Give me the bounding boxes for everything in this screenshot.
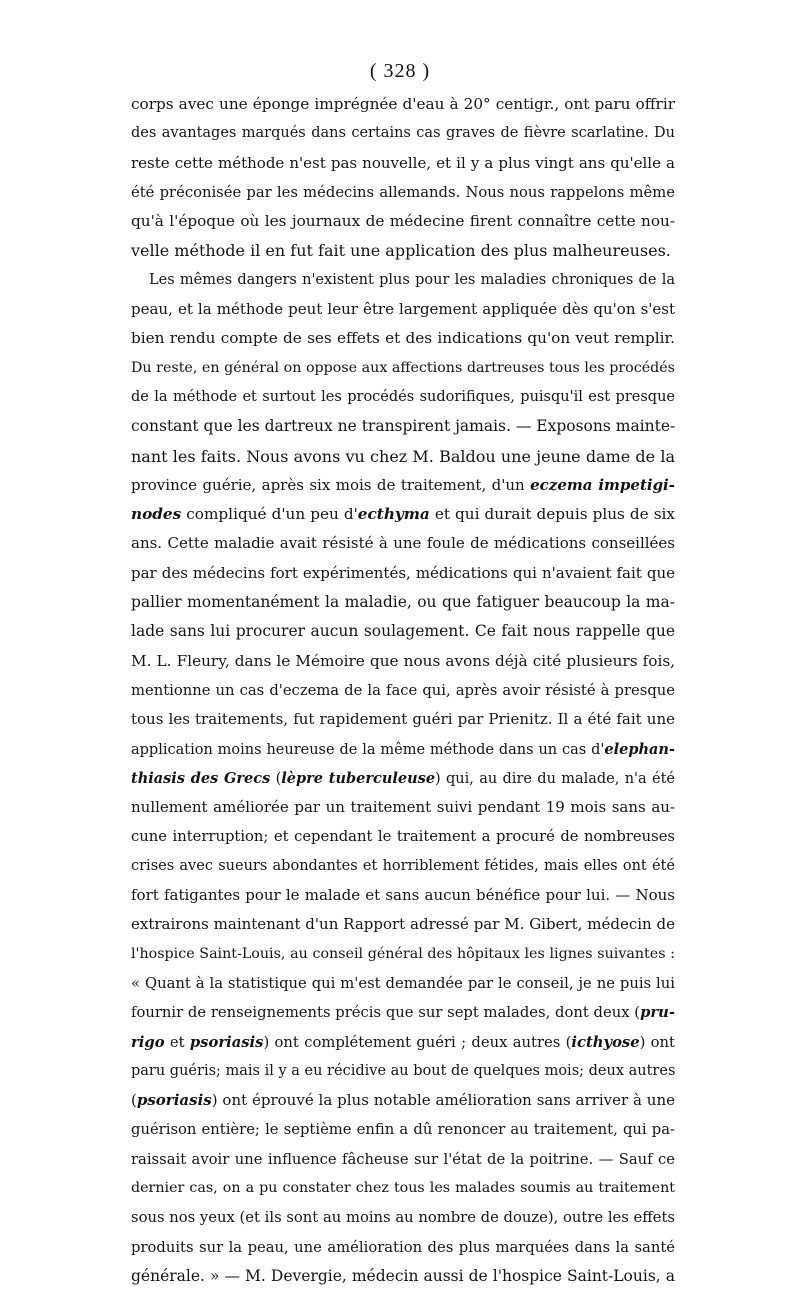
text-line [131, 207, 675, 236]
text-line [131, 471, 675, 500]
text-run: fort fatigantes pour le malade et sans aucun bénéfice pour lui. — Nous [131, 886, 675, 905]
italic-term: rigo [131, 1033, 165, 1051]
text-line [131, 324, 675, 353]
text-run: lade sans lui procurer aucun soulagement. Ce fait nous rappelle que [131, 622, 675, 641]
italic-term: eczema impetigi- [530, 475, 675, 494]
text-run: bien rendu compte de ses effets et des indications qu'on veut remplir. [131, 329, 675, 348]
text-run: nant les faits. Nous avons vu chez M. Baldou une jeune dame de la [131, 446, 675, 466]
text-line [131, 236, 675, 265]
text-line [131, 119, 675, 148]
italic-term: pru- [640, 1004, 675, 1022]
text-line [131, 1145, 675, 1174]
text-line [131, 1057, 675, 1086]
text-line [131, 383, 675, 412]
text-run: ) qui, au dire du malade, n'a été [435, 770, 675, 787]
text-line [131, 647, 675, 676]
text-run: tous les traitements, fut rapidement guéri par Prienitz. Il a été fait une [131, 710, 675, 729]
text-line [131, 793, 675, 822]
text-line [131, 910, 675, 939]
text-line [131, 500, 675, 529]
italic-term: thiasis des Grecs [131, 769, 271, 787]
text-line [131, 178, 675, 207]
italic-term: psoriasis [189, 1033, 264, 1051]
italic-term: nodes [131, 505, 182, 524]
text-run: ( [270, 770, 282, 787]
text-line [131, 149, 675, 178]
text-run: produits sur la peau, une amélioration des plus marquées dans la santé [131, 1238, 675, 1256]
text-line [131, 617, 675, 646]
text-line [131, 354, 675, 383]
text-run: paru guéris; mais il y a eu récidive au bout de quelques mois; deux autres [131, 1062, 675, 1079]
text-line [131, 1233, 675, 1262]
text-line [131, 969, 675, 998]
body-text [131, 90, 675, 1291]
text-line [131, 1262, 675, 1291]
text-run: des avantages marqués dans certains cas graves de fièvre scarlatine. Du [131, 125, 675, 142]
text-run: générale. » — M. Devergie, médecin aussi de l'hospice Saint-Louis, a [131, 1266, 675, 1285]
text-run: été préconisée par les médecins allemands. Nous nous rappelons même [131, 183, 675, 201]
italic-term: ecthyma [357, 505, 430, 524]
text-run: dernier cas, on a pu constater chez tous les malades soumis au traitement [131, 1179, 675, 1196]
text-line [131, 940, 675, 969]
text-line [131, 1028, 675, 1057]
text-run: et [164, 1033, 190, 1051]
text-run: extrairons maintenant d'un Rapport adressé par M. Gibert, médecin de [131, 915, 675, 934]
text-run: qu'à l'époque où les journaux de médecine firent connaître cette nou- [131, 212, 675, 231]
text-run: velle méthode il en fut fait une application des plus malheureuses. [131, 241, 671, 261]
text-line [131, 588, 675, 617]
italic-term: icthyose [571, 1033, 640, 1051]
text-run: sous nos yeux (et ils sont au moins au nombre de douze), outre les effets [131, 1209, 675, 1227]
text-line [131, 266, 675, 295]
text-line [131, 735, 675, 764]
text-line [131, 1115, 675, 1144]
text-run: fournir de renseignements précis que sur sept malades, dont deux ( [131, 1004, 641, 1022]
text-run: ans. Cette maladie avait résisté à une foule de médications conseillées [131, 534, 675, 553]
text-run: mentionne un cas d'eczema de la face qui, après avoir résisté à presque [131, 681, 675, 699]
text-line [131, 764, 675, 793]
text-line [131, 998, 675, 1027]
text-line [131, 676, 675, 705]
text-run: raissait avoir une influence fâcheuse sur l'état de la poitrine. — Sauf ce [131, 1150, 675, 1168]
text-run: « Quant à la statistique qui m'est demandée par le conseil, je ne puis lui [131, 974, 675, 992]
text-line [131, 412, 675, 441]
text-line [131, 881, 675, 910]
text-run: et qui durait depuis plus de six [429, 505, 675, 524]
text-run: ) ont éprouvé la plus notable amélioration sans arriver à une [211, 1091, 675, 1110]
text-line [131, 1174, 675, 1203]
text-line [131, 822, 675, 851]
text-run: reste cette méthode n'est pas nouvelle, et il y a plus vingt ans qu'elle a [131, 153, 675, 172]
italic-term: elephan- [604, 740, 675, 758]
text-line [131, 705, 675, 734]
text-line [131, 295, 675, 324]
text-run: ) ont [639, 1033, 675, 1051]
text-line [131, 1086, 675, 1115]
text-run: par des médecins fort expérimentés, médications qui n'avaient fait que [131, 563, 675, 582]
text-run: Du reste, en général on oppose aux affections dartreuses tous les procédés [131, 359, 675, 376]
text-run: de la méthode et surtout les procédés sudorifiques, puisqu'il est presque [131, 388, 675, 405]
text-run: province guérie, après six mois de traitement, d'un [131, 475, 531, 494]
text-run: nullement améliorée par un traitement suivi pendant 19 mois sans au- [131, 798, 675, 817]
italic-term: lèpre tuberculeuse [281, 769, 436, 787]
text-line [131, 529, 675, 558]
italic-term: psoriasis [136, 1091, 212, 1110]
page-number: ( 328 ) [369, 60, 431, 82]
text-run: crises avec sueurs abondantes et horriblement fétides, mais elles ont été [131, 857, 675, 874]
text-run: guérison entière; le septième enfin a dû renoncer au traitement, qui pa- [131, 1121, 675, 1139]
text-run: l'hospice Saint-Louis, au conseil général des hôpitaux les lignes suivantes : [131, 945, 675, 962]
text-run: M. L. Fleury, dans le Mémoire que nous avons déjà cité plusieurs fois, [131, 651, 675, 670]
text-line [131, 559, 675, 588]
text-run: pallier momentanément la maladie, ou que fatiguer beaucoup la ma- [131, 593, 675, 612]
text-line [131, 1203, 675, 1232]
text-run: application moins heureuse de la même méthode dans un cas d' [131, 741, 605, 758]
text-run: corps avec une éponge imprégnée d'eau à 20° centigr., ont paru offrir [131, 95, 675, 113]
text-line [131, 442, 675, 471]
text-run: cune interruption; et cependant le traitement a procuré de nombreuses [131, 828, 675, 846]
text-line [131, 852, 675, 881]
text-run: ( [131, 1091, 137, 1110]
text-run: Les mêmes dangers n'existent plus pour les maladies chroniques de la [149, 271, 675, 288]
text-line [131, 90, 675, 119]
text-run: constant que les dartreux ne transpirent jamais. — Exposons mainte- [131, 417, 675, 436]
text-run: compliqué d'un peu d' [181, 505, 358, 524]
text-run: ) ont complétement guéri ; deux autres ( [263, 1033, 572, 1051]
text-run: peau, et la méthode peut leur être largement appliquée dès qu'on s'est [131, 300, 675, 319]
